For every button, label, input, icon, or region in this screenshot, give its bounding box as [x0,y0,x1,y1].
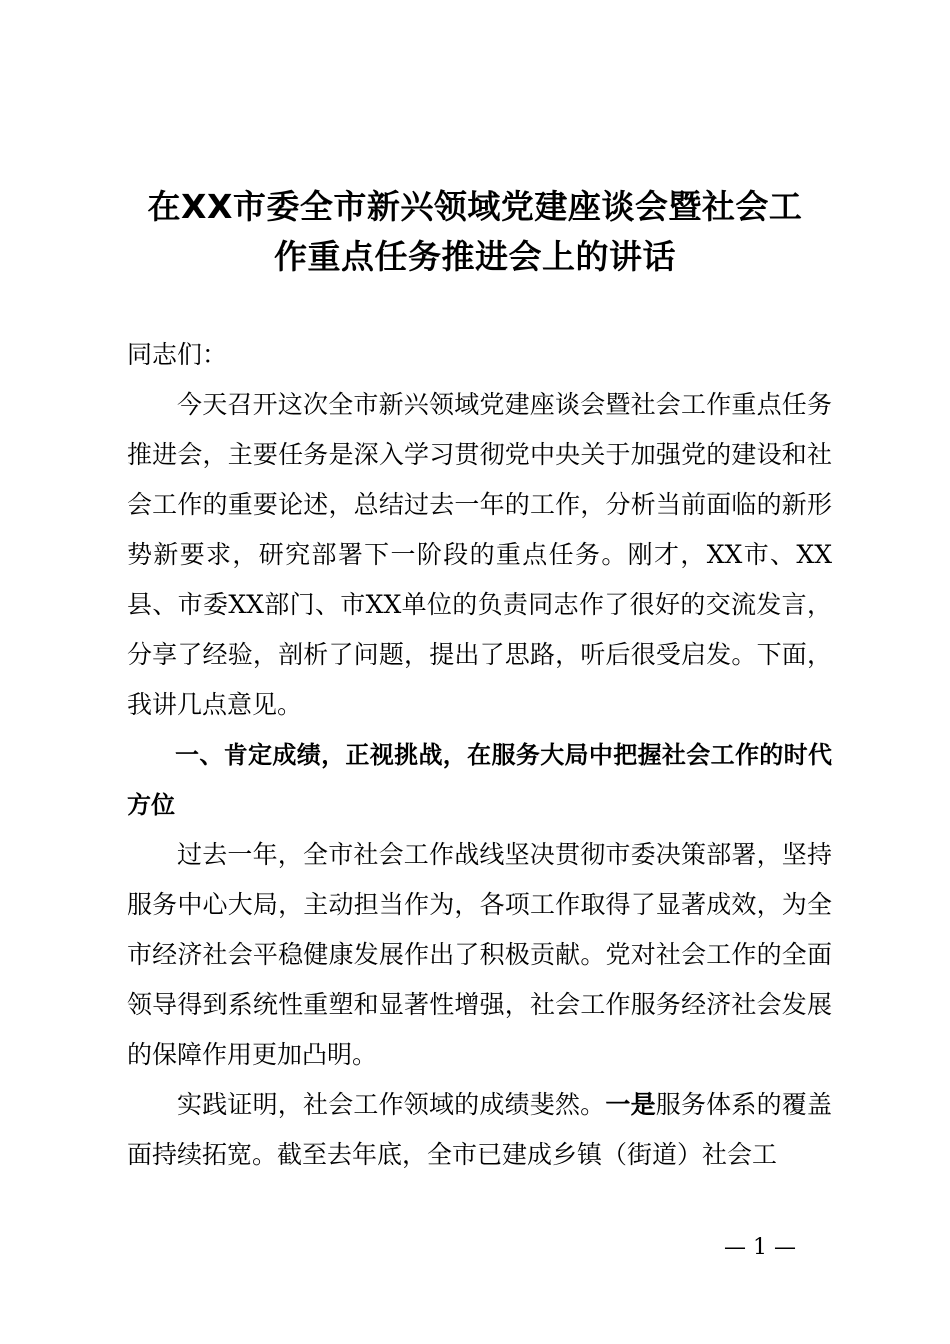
paragraph-practice-rest: 服务体系的覆盖面持续拓宽。截至去年底，全市已建成乡镇（街道）社会工 [127,1090,832,1169]
paragraph-practice [127,1080,832,1180]
salutation: 同志们： [127,340,228,369]
title-line-1: 在XX市委全市新兴领域党建座谈会暨社会工 [147,187,803,226]
point-one-label: 一是 [605,1090,656,1119]
paragraph-intro: 今天召开这次全市新兴领域党建座谈会暨社会工作重点任务推进会，主要任务是深入学习贯彻党中央关于加强党的建设和社会工作的重要论述，总结过去一年的工作，分析当前面临的新形势新要求，研究部署下一阶段的重点任务。刚才，XX市、XX县、市委XX部门、市XX单位的负责同志作了很好的交流发言，分享了经验，剖析了问题，提出了思路，听后很受启发。下面，我讲几点意见。 [127,390,832,719]
paragraph-achievements: 过去一年，全市社会工作战线坚决贯彻市委决策部署，坚持服务中心大局，主动担当作为，各项工作取得了显著成效，为全市经济社会平稳健康发展作出了积极贡献。党对社会工作的全面领导得到系统性重塑和显著性增强，社会工作服务经济社会发展的保障作用更加凸明。 [127,840,832,1069]
page-number: — 1 — [724,1235,796,1260]
section-heading-1: 一、肯定成绩，正视挑战，在服务大局中把握社会工作的时代方位 [127,741,832,819]
document-body [127,330,832,1180]
paragraph-practice-start: 实践证明，社会工作领域的成绩斐然。 [177,1090,606,1119]
title-line-2: 作重点任务推进会上的讲话 [274,237,676,276]
document-title [100,182,850,282]
